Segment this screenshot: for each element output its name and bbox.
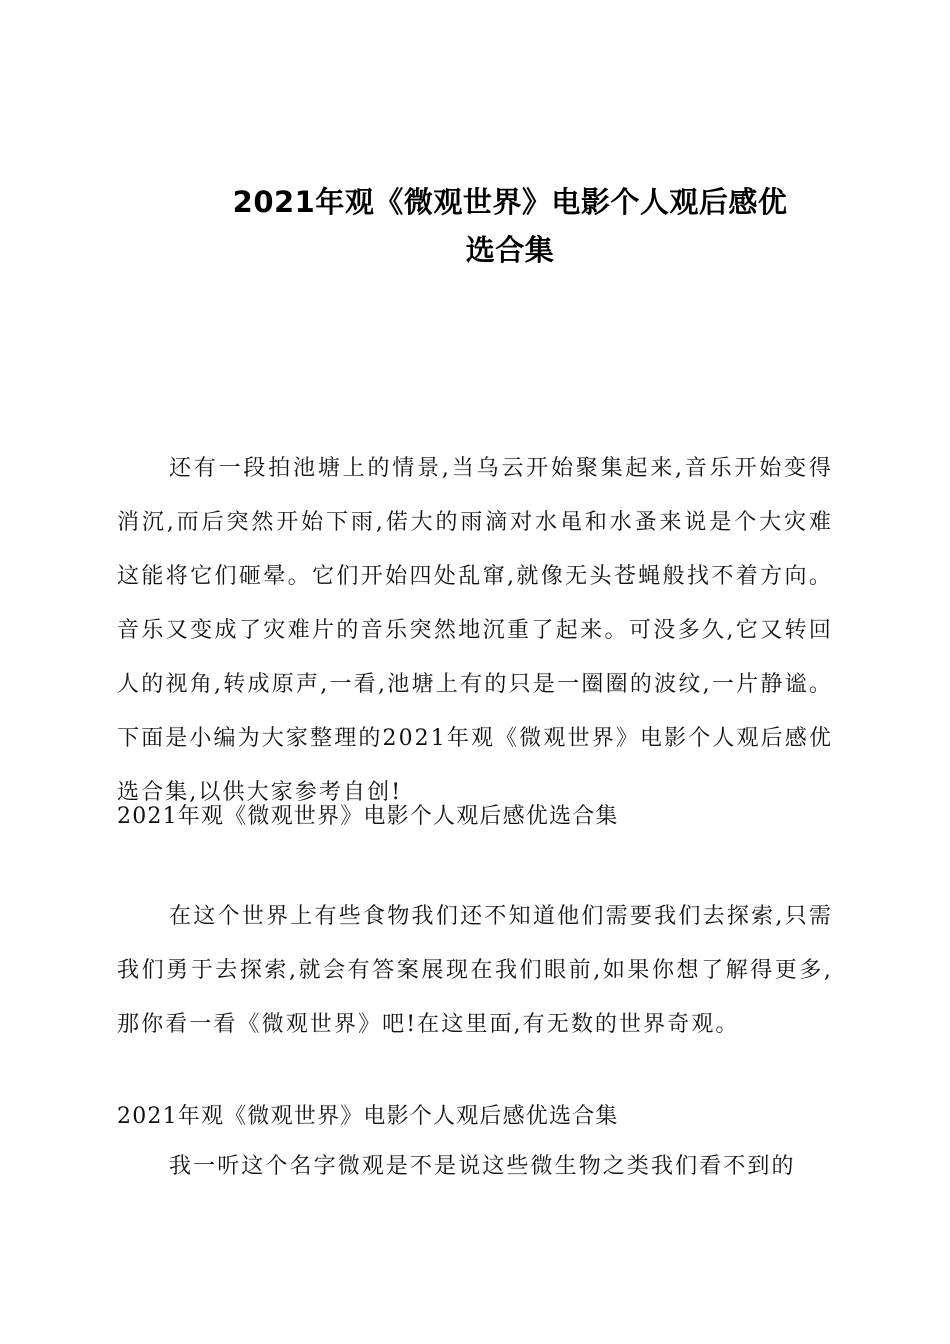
document-title [150, 178, 870, 274]
title-line-2: 选合集 [465, 233, 555, 267]
paragraph-intro: 还有一段拍池塘上的情景,当乌云开始聚集起来,音乐开始变得消沉,而后突然开始下雨,偌大的雨滴对水黾和水蚤来说是个大灾难这能将它们砸晕。它们开始四处乱窜,就像无头苍蝇般找不着方向。音乐又变成了灾难片的音乐突然地沉重了起来。可没多久,它又转回人的视角,转成原声,一看,池塘上有的只是一圈圈的波纹,一片静谧。下面是小编为大家整理的2021年观《微观世界》电影个人观后感优选合集,以供大家参考自创! [117, 456, 833, 805]
title-line-1: 2021年观《微观世界》电影个人观后感优 [232, 185, 788, 219]
paragraph-third: 我一听这个名字微观是不是说这些微生物之类我们看不到的 [169, 1154, 796, 1179]
section-heading-2: 2021年观《微观世界》电影个人观后感优选合集 [117, 1104, 619, 1129]
paragraph-second: 在这个世界上有些食物我们还不知道他们需要我们去探索,只需我们勇于去探索,就会有答案展现在我们眼前,如果你想了解得更多,那你看一看《微观世界》吧!在这里面,有无数的世界奇观。 [117, 904, 833, 1037]
section-heading-1: 2021年观《微观世界》电影个人观后感优选合集 [117, 804, 619, 829]
